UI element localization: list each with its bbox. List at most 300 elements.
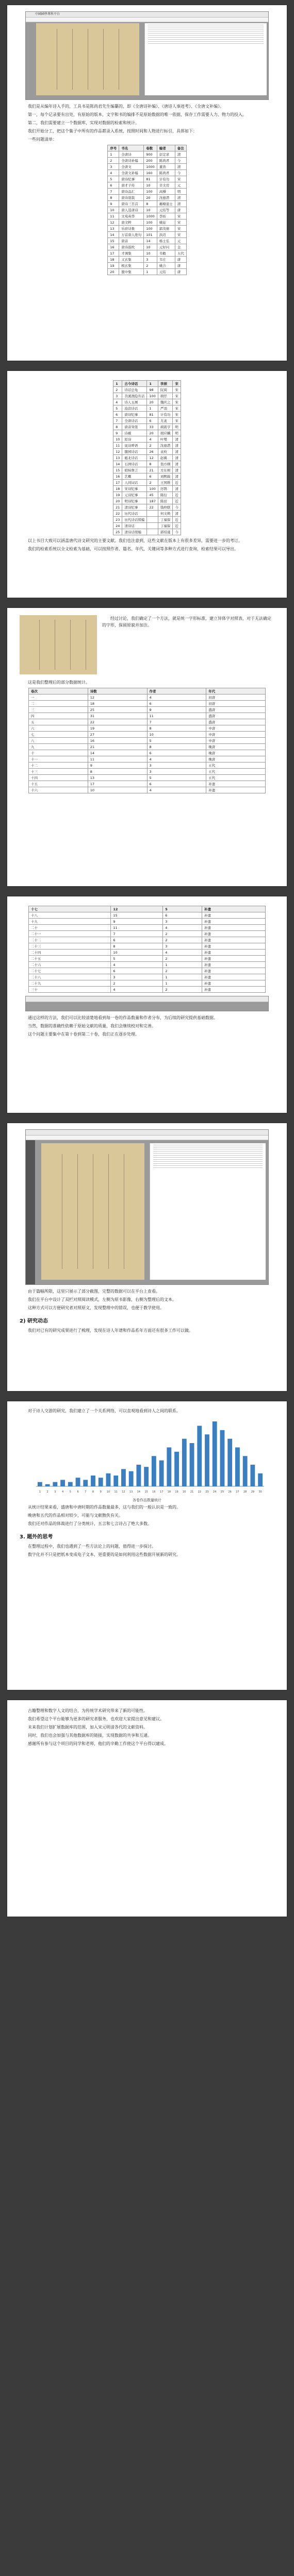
bar: [235, 1447, 240, 1486]
table-cell: 补遗: [202, 931, 265, 937]
table-row: [108, 213, 187, 219]
table-cell: 卷数: [144, 145, 157, 151]
table-cell: 6: [147, 473, 158, 480]
x-tick-label: 6: [77, 1490, 79, 1494]
paragraph: 古籍整理和数字人文的结合，为传统学术研究带来了新的可能性。: [28, 1708, 148, 1713]
table-cell: 9: [111, 919, 163, 925]
table-row: [113, 436, 181, 443]
x-tick-label: 12: [122, 1490, 125, 1494]
table-cell: 李昉: [157, 213, 175, 219]
table-cell: 今: [173, 529, 181, 535]
table-cell: 年代: [206, 688, 266, 694]
table-row: [29, 725, 266, 732]
paragraph: 我们对已有的研究成果进行了梳理，发现在诗人年谱和作品系年方面还有很多工作可以做。: [28, 1328, 193, 1333]
x-tick-label: 21: [190, 1490, 194, 1494]
table-cell: 1: [113, 381, 122, 387]
page-3: [7, 608, 287, 886]
x-tick-label: 14: [137, 1490, 141, 1494]
table-cell: 陈田: [158, 498, 173, 504]
table-cell: 3: [163, 919, 202, 925]
table-cell: 清: [173, 461, 181, 467]
paragraph: 晚唐和五代的作品相对较少，可能与文献散佚有关。: [28, 1513, 123, 1518]
table-cell: 1000: [144, 164, 157, 170]
table-row: [113, 381, 181, 387]
table-cell: 姚铉: [157, 219, 175, 226]
table-cell: 清: [173, 511, 181, 517]
table-cell: 5: [108, 176, 119, 182]
table-cell: 宋: [175, 213, 186, 219]
table-cell: 6: [111, 968, 163, 974]
table-cell: 三十: [29, 987, 111, 993]
table-cell: 11: [147, 713, 206, 719]
x-tick-label: 1: [39, 1490, 41, 1494]
x-tick-label: 4: [61, 1490, 64, 1494]
table-cell: 诗数: [88, 688, 147, 694]
table-cell: 盛唐: [206, 713, 266, 719]
bar: [152, 1456, 156, 1486]
table-cell: 14: [108, 232, 119, 238]
app-title-bar: [26, 12, 268, 18]
table-row: [29, 769, 266, 775]
table-cell: 16: [108, 244, 119, 250]
table-cell: 11: [113, 443, 122, 449]
table-row: [113, 504, 181, 511]
table-cell: 20: [147, 399, 158, 405]
table-cell: 补遗: [202, 906, 265, 912]
table-cell: 瓯北诗话: [122, 455, 147, 461]
table-cell: 4: [163, 950, 202, 956]
table-cell: 14: [113, 461, 122, 467]
table-row: [29, 906, 266, 912]
table-cell: 元: [175, 182, 186, 189]
toolbar: [26, 18, 268, 22]
table-cell: 宋: [173, 393, 181, 399]
table-cell: 8: [111, 943, 163, 950]
table-cell: 160: [144, 170, 157, 176]
table-cell: 九: [29, 744, 88, 750]
table-cell: 二十三: [29, 943, 111, 950]
x-tick-label: 8: [92, 1490, 94, 1494]
table-cell: 刘熙载: [158, 473, 173, 480]
table-cell: 1: [163, 974, 202, 980]
table-cell: 4: [147, 694, 206, 701]
section-heading: 3. 题外的思考: [20, 1534, 53, 1540]
table-cell: 唐诗别裁: [119, 195, 144, 201]
table-cell: 15: [108, 238, 119, 244]
table-cell: 五: [29, 719, 88, 725]
bar: [91, 1476, 95, 1486]
table-cell: 7: [147, 719, 206, 725]
table-cell: 唐音: [119, 238, 144, 244]
table-row: [29, 912, 266, 919]
table-cell: 15: [111, 912, 163, 919]
app-title: 中國國學專科平台: [35, 12, 60, 16]
table-cell: 17: [108, 250, 119, 257]
table-cell: 艺概: [122, 473, 147, 480]
paragraph: 从统计结果来看，盛唐和中唐时期的作品数量最多，这与我们的一般认识是一致的。: [28, 1505, 181, 1510]
page-6: [7, 1401, 287, 1690]
table-cell: 近: [173, 498, 181, 504]
table-cell: 中唐: [206, 732, 266, 738]
table-cell: 宋: [175, 219, 186, 226]
table-cell: 李颀: [158, 381, 173, 387]
table-cell: 5: [147, 738, 206, 744]
table-cell: 3: [147, 769, 206, 775]
bar: [250, 1465, 255, 1486]
paragraph: 通过这样的方法，我们可以比较清楚地看到每一卷的作品数量和作者分布，为后续的研究提供基础数据。: [28, 1015, 218, 1020]
x-tick-label: 24: [213, 1490, 217, 1494]
bar: [38, 1482, 42, 1486]
table-row: [29, 694, 266, 701]
table-cell: 随园诗话: [122, 449, 147, 455]
table-cell: 清: [173, 449, 181, 455]
table-row: [113, 511, 181, 517]
x-tick-label: 22: [198, 1490, 201, 1494]
toolbar: [26, 1136, 268, 1140]
table-cell: 12: [108, 219, 119, 226]
paragraph: 未来我们计划扩展数据库的范围，加入宋元明清各代的文献资料。: [28, 1725, 148, 1730]
table-cell: 8: [144, 201, 157, 207]
table-cell: 万首唐人绝句: [119, 232, 144, 238]
table-cell: 4: [163, 925, 202, 931]
table-row: [113, 455, 181, 461]
table-row: [113, 467, 181, 473]
table-row: [108, 164, 187, 170]
table-cell: 18: [113, 486, 122, 492]
table-cell: 晚唐: [206, 756, 266, 762]
table-cell: 清: [175, 201, 186, 207]
table-cell: 9: [108, 201, 119, 207]
table-cell: 唐人选唐诗: [119, 207, 144, 213]
table-row: [29, 925, 266, 931]
table-cell: 22: [113, 511, 122, 517]
table-cell: 历代诗话: [122, 511, 147, 517]
table-cell: 4: [113, 399, 122, 405]
table-cell: 24: [113, 523, 122, 529]
table-cell: 清: [175, 164, 186, 170]
table-cell: 陈尚君: [157, 158, 175, 164]
bar: [243, 1456, 248, 1486]
x-tick-label: 9: [100, 1490, 102, 1494]
page-7: [7, 1700, 287, 1917]
app-title-bar: [26, 1130, 268, 1136]
table-row: [108, 176, 187, 182]
table-cell: 清诗纪事: [122, 504, 147, 511]
table-cell: 二十: [29, 925, 111, 931]
table-row: [29, 701, 266, 707]
table-cell: 12: [111, 906, 163, 912]
paragraph: 我们还对作品的体裁进行了分类统计，五言和七言诗占了绝大多数。: [28, 1521, 152, 1526]
bar: [53, 1482, 57, 1486]
table-row: [113, 473, 181, 480]
table-cell: 18: [108, 257, 119, 263]
table-cell: 1: [163, 962, 202, 968]
note: 这个问题主要集中在第十卷到第二十卷，我们正在逐步处理。: [28, 1032, 139, 1037]
table-cell: 箧中集: [119, 269, 144, 275]
table-row: [29, 937, 266, 943]
table-cell: 10: [144, 207, 157, 213]
table-row: [29, 943, 266, 950]
book-scan-image: [36, 23, 139, 95]
table-cell: 补遗: [202, 956, 265, 962]
table-cell: 2: [147, 443, 158, 449]
table-cell: 2: [113, 387, 122, 393]
table-cell: 补遗: [202, 912, 265, 919]
table-row: [113, 418, 181, 424]
x-tick-label: 18: [167, 1490, 171, 1494]
table-cell: 8: [88, 769, 147, 775]
table-cell: 唐音癸签: [122, 424, 147, 430]
bar: [129, 1471, 134, 1486]
table-cell: 唐诗鼓吹: [119, 244, 144, 250]
table-row: [113, 486, 181, 492]
viewer-screenshot: [25, 11, 269, 100]
table-cell: [147, 517, 158, 523]
paragraph: 我们是从编年诗入手的，工具书是陈尚君先生编纂的，即《全唐诗补编》、《唐诗人事迹考》、《全唐文补编》。: [28, 104, 224, 109]
bar: [197, 1426, 202, 1486]
table-cell: 二十七: [29, 968, 111, 974]
bar: [144, 1467, 149, 1486]
x-tick-label: 10: [106, 1490, 110, 1494]
table-row: [29, 738, 266, 744]
table-cell: 补遗: [202, 980, 265, 987]
table-row: [108, 250, 187, 257]
table-cell: 文苑英华: [119, 213, 144, 219]
table-row: [29, 688, 266, 694]
table-cell: 历代诗话续编: [122, 517, 147, 523]
table-cell: 81: [144, 176, 157, 182]
table-cell: 十五: [29, 781, 88, 787]
table-cell: 20: [144, 195, 157, 201]
table-cell: 98: [147, 387, 158, 393]
table-cell: 13: [113, 455, 122, 461]
table-cell: 19: [108, 263, 119, 269]
table-cell: 极玄集: [119, 263, 144, 269]
table-cell: 12: [147, 455, 158, 461]
table-cell: 6: [147, 750, 206, 756]
table-cell: 补遗: [202, 962, 265, 968]
table-cell: 十七: [29, 906, 111, 912]
table-cell: 10: [147, 732, 206, 738]
bar: [227, 1439, 232, 1486]
table-caption: 一些问题清单：: [28, 137, 57, 142]
chart-caption: 各卷作品数量统计: [133, 1498, 161, 1502]
table-cell: 25: [113, 529, 122, 535]
table-row: [29, 974, 266, 980]
table-cell: 四: [29, 713, 88, 719]
table-cell: 杨士弘: [157, 238, 175, 244]
table-row: [29, 775, 266, 781]
table-cell: 补遗: [202, 987, 265, 993]
table-cell: 2: [163, 968, 202, 974]
table-cell: 宋: [175, 232, 186, 238]
table-cell: 26: [147, 449, 158, 455]
x-tick-label: 7: [85, 1490, 87, 1494]
table-cell: 全唐诗补编: [119, 158, 144, 164]
table-cell: 20: [108, 269, 119, 275]
table-cell: 书名: [119, 145, 144, 151]
table-row: [113, 498, 181, 504]
paragraph: 我们希望这个平台能够为更多的研究者服务，也欢迎大家提出意见和建议。: [28, 1717, 164, 1721]
table-cell: 补遗: [202, 943, 265, 950]
paragraph: 这是我们整理后的部分数据统计。: [28, 680, 90, 685]
table-cell: 补遗: [202, 925, 265, 931]
table-cell: 16: [88, 738, 147, 744]
paragraph: 对于诗人交游的研究，我们建立了一个关系网络，可以直观地看到诗人之间的联系。: [28, 1409, 181, 1413]
table-row: [29, 956, 266, 962]
table-cell: 100: [147, 393, 158, 399]
table-cell: 诗薮: [122, 430, 147, 436]
table-row: [113, 523, 181, 529]
table-cell: 2: [111, 980, 163, 987]
table-cell: 方东树: [158, 467, 173, 473]
table-row: [113, 529, 181, 535]
viewer-screenshot: [25, 1129, 269, 1285]
table-cell: 金: [175, 244, 186, 250]
table-cell: 晚唐: [206, 750, 266, 756]
transcription-pane: [144, 23, 267, 95]
page-2: [7, 371, 287, 598]
x-tick-label: 29: [251, 1490, 255, 1494]
bar: [99, 1478, 103, 1486]
table-cell: 元好问: [157, 244, 175, 250]
book-scan-image: [41, 1143, 144, 1280]
table-row: [108, 145, 187, 151]
x-tick-label: 3: [54, 1490, 56, 1494]
table-cell: 近: [173, 517, 181, 523]
table-cell: 1: [147, 405, 158, 412]
table-cell: 17: [88, 781, 147, 787]
table-row: [108, 158, 187, 164]
x-tick-label: 11: [114, 1490, 118, 1494]
table-cell: 200: [144, 158, 157, 164]
table-cell: 人间词话: [122, 480, 147, 486]
table-cell: 宋: [173, 399, 181, 405]
table-cell: 高棅: [157, 189, 175, 195]
page-5: [7, 1123, 287, 1391]
paragraph: 当然，数据的准确性依赖于原始文献的质量，我们会继续校对和完善。: [28, 1024, 156, 1028]
table-row: [29, 980, 266, 987]
table-cell: 赵翼: [158, 455, 173, 461]
paragraph: 数字化并不只是把纸本变成电子文本，更重要的是如何利用这些数据开展新的研究。: [28, 1552, 181, 1557]
table-cell: 17: [113, 480, 122, 486]
table-row: [29, 787, 266, 793]
table-cell: 81: [147, 412, 158, 418]
x-tick-label: 27: [236, 1490, 239, 1494]
table-cell: 19: [113, 492, 122, 498]
table-cell: 明: [173, 424, 181, 430]
bar: [68, 1482, 73, 1486]
table-cell: 清: [175, 151, 186, 158]
paragraph: 经过讨论，我们确定了一个方法，就是统一字形标准，建立异体字对照表，对于无法确定的字形，保留原貌并加注。: [102, 616, 271, 628]
table-cell: 8: [147, 461, 158, 467]
table-cell: 清诗话: [122, 523, 147, 529]
table-cell: 11: [108, 213, 119, 219]
table-cell: 明: [173, 430, 181, 436]
bar: [213, 1421, 217, 1486]
table-cell: 今: [175, 158, 186, 164]
table-cell: 101: [144, 232, 157, 238]
table-cell: 4: [147, 756, 206, 762]
table-cell: 二: [29, 701, 88, 707]
x-tick-label: 15: [144, 1490, 148, 1494]
table-cell: 25: [88, 707, 147, 713]
table-row: [113, 412, 181, 418]
table-row: [29, 962, 266, 968]
table-cell: 100: [144, 219, 157, 226]
table-cell: 2: [163, 956, 202, 962]
book-list-table: [107, 145, 187, 275]
table-cell: 清: [173, 455, 181, 461]
table-cell: 5: [111, 956, 163, 962]
volume-stats-table: [28, 688, 266, 793]
table-cell: 六: [29, 725, 88, 732]
table-cell: 清: [173, 486, 181, 492]
table-row: [108, 189, 187, 195]
bar: [113, 1476, 118, 1486]
table-cell: 序号: [108, 145, 119, 151]
table-cell: 清诗话续编: [122, 529, 147, 535]
table-cell: 唐诗纪事: [119, 176, 144, 182]
table-cell: 明: [175, 189, 186, 195]
table-row: [108, 151, 187, 158]
table-cell: 十一: [29, 756, 88, 762]
page-4: [7, 896, 287, 1113]
table-cell: 10: [144, 250, 157, 257]
table-cell: 今: [173, 504, 181, 511]
table-cell: 彭定求: [157, 151, 175, 158]
table-cell: 姚合: [157, 263, 175, 269]
table-cell: 十二: [29, 762, 88, 769]
table-cell: 唐诗纪事: [122, 412, 147, 418]
table-cell: 二十八: [29, 974, 111, 980]
table-cell: 沈德潜: [157, 195, 175, 201]
book-scan-image: [20, 615, 97, 674]
table-cell: 辛文房: [157, 182, 175, 189]
table-cell: 计有功: [157, 176, 175, 182]
table-cell: 魏庆之: [158, 399, 173, 405]
table-cell: 8: [108, 195, 119, 201]
table-row: [108, 201, 187, 207]
table-cell: 尤袤: [158, 418, 173, 424]
table-cell: 6: [147, 418, 158, 424]
table-cell: 2: [163, 937, 202, 943]
table-cell: [147, 529, 158, 535]
x-tick-label: 20: [183, 1490, 186, 1494]
table-cell: 10: [144, 244, 157, 250]
table-cell: 33: [147, 424, 158, 430]
table-cell: 12: [88, 694, 147, 701]
table-cell: 10: [144, 182, 157, 189]
table-cell: 二十五: [29, 956, 111, 962]
table-cell: 4: [111, 987, 163, 993]
table-row: [108, 170, 187, 176]
table-row: [113, 480, 181, 486]
table-cell: 何文焕: [158, 511, 173, 517]
table-cell: 补遗: [202, 974, 265, 980]
table-cell: 10: [113, 436, 122, 443]
table-cell: 宋: [173, 387, 181, 393]
table-cell: 计有功: [158, 412, 173, 418]
table-cell: 100: [144, 189, 157, 195]
table-cell: 6: [111, 937, 163, 943]
table-cell: 唐文粹: [119, 219, 144, 226]
table-cell: 元结等: [157, 207, 175, 213]
table-row: [113, 424, 181, 430]
table-cell: 15: [113, 467, 122, 473]
x-tick-label: 2: [46, 1490, 48, 1494]
table-cell: 十六: [29, 787, 88, 793]
